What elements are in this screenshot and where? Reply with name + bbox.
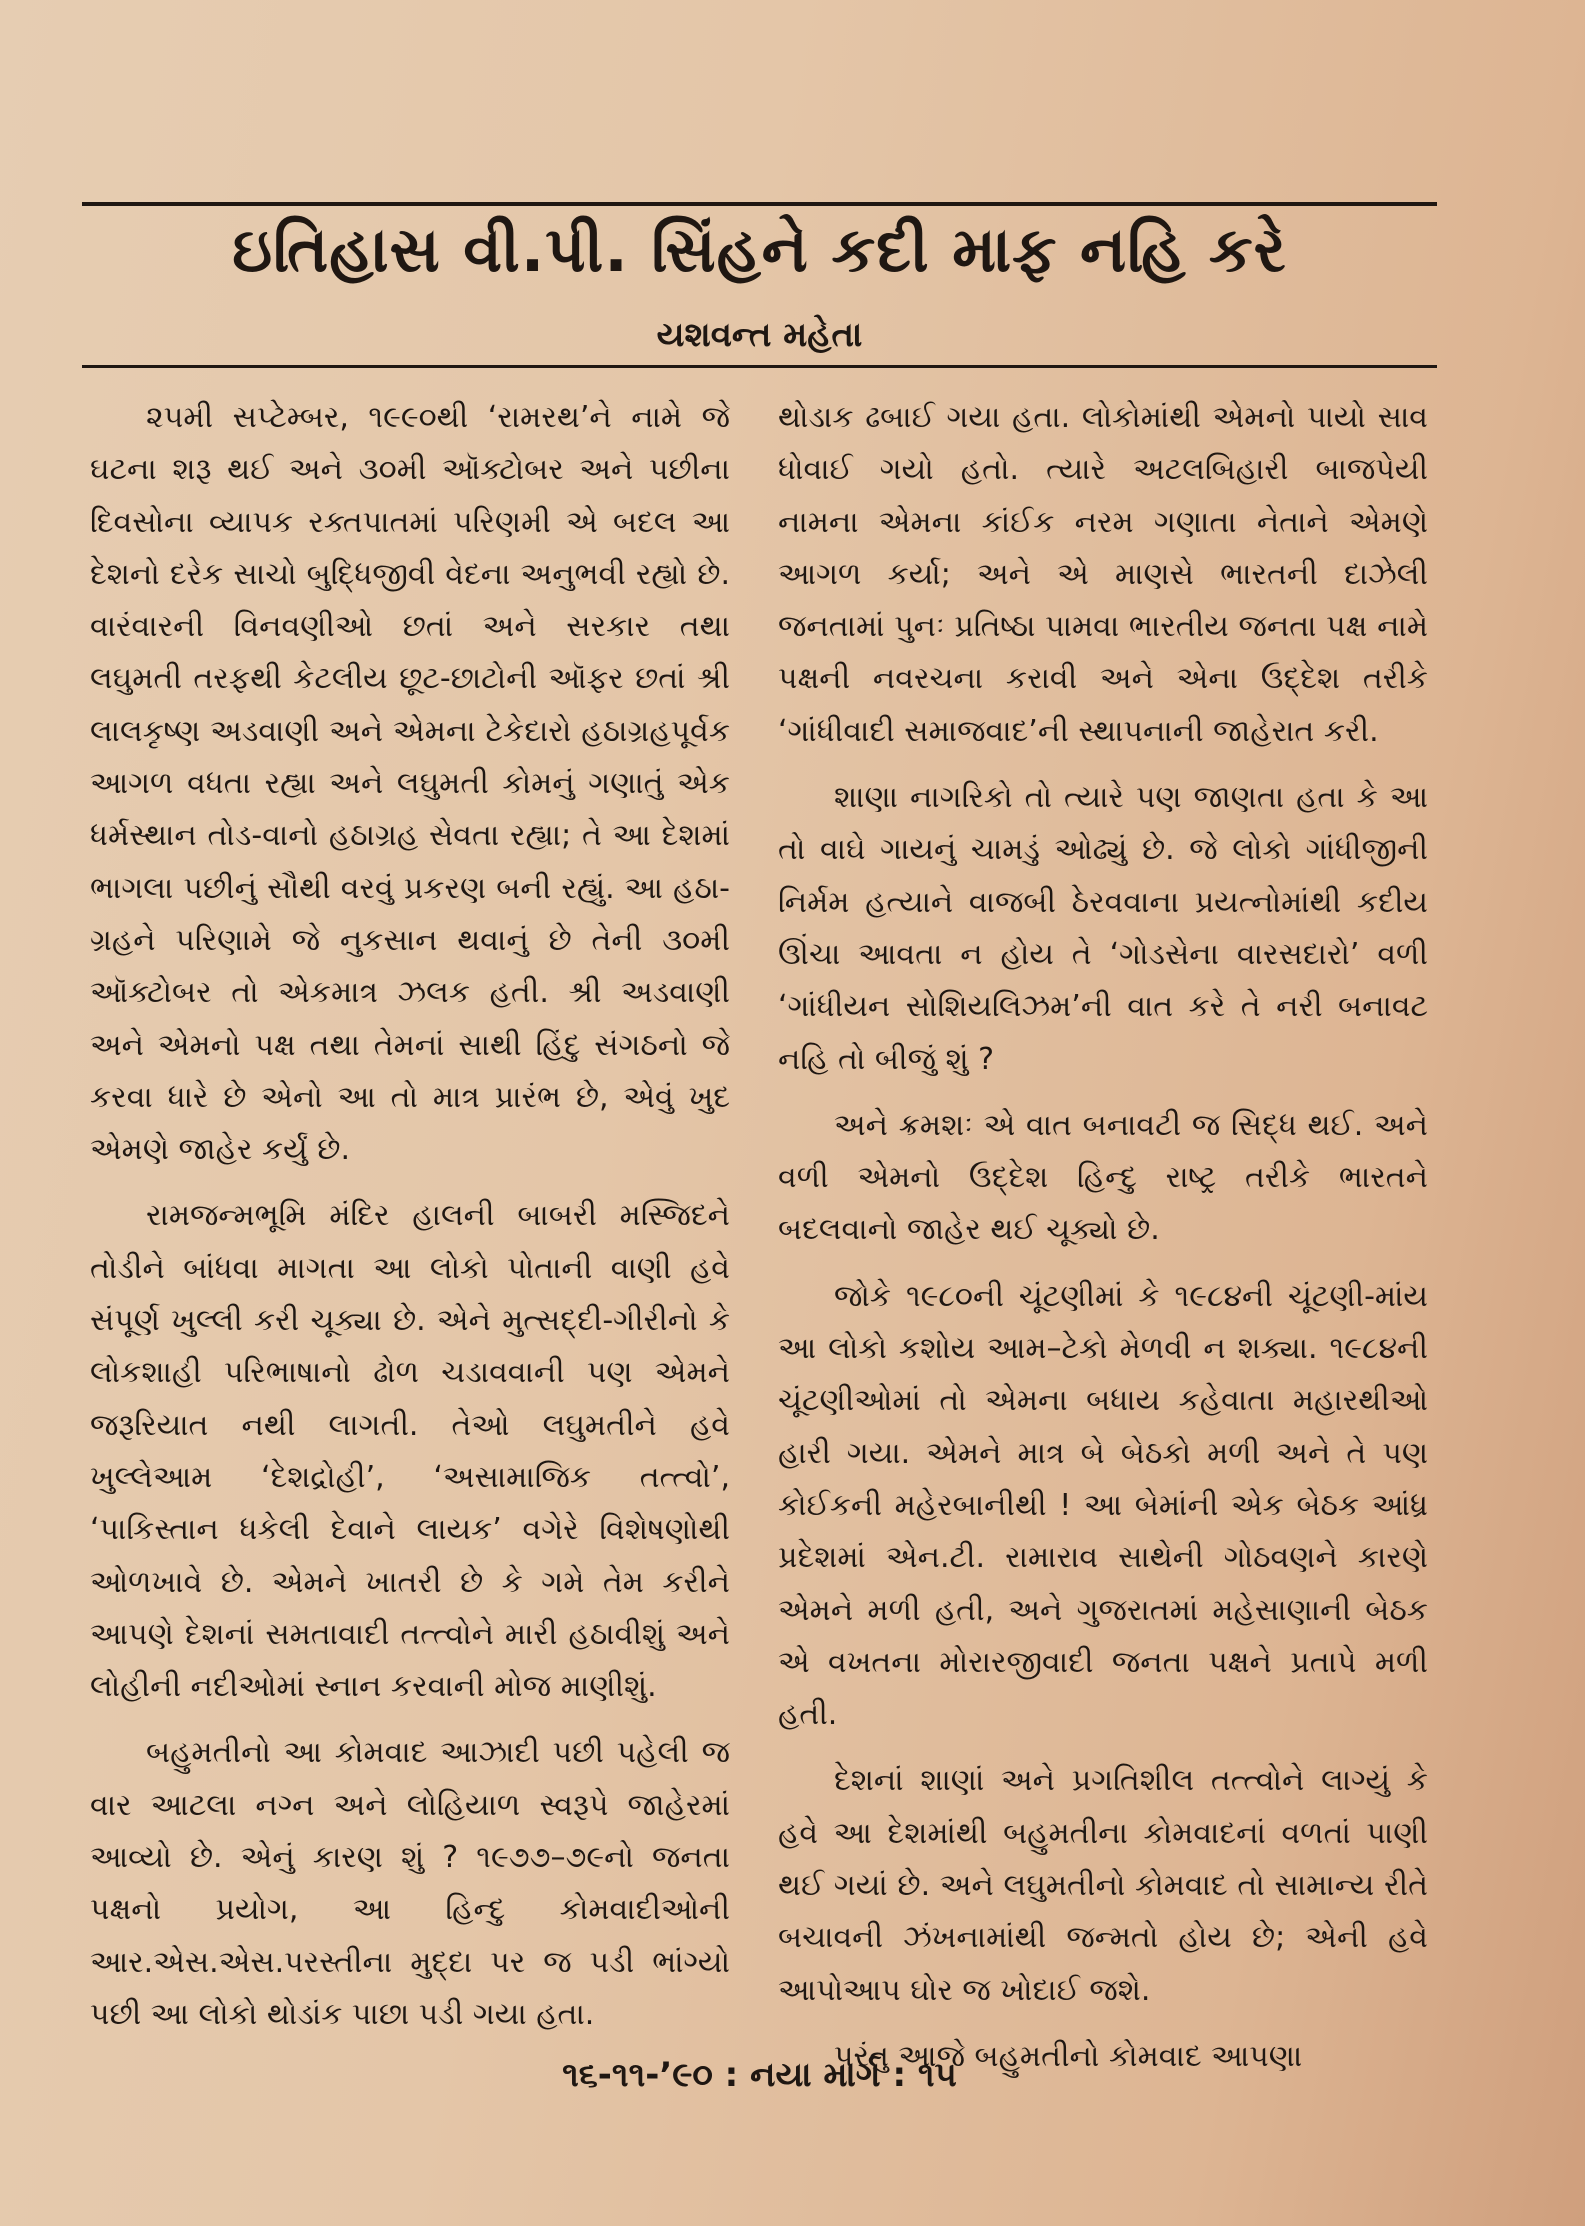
article-author: યશવન્ત મહેતા xyxy=(656,315,863,355)
paragraph: ૨૫મી સપ્ટેમ્બર, ૧૯૯૦થી ‘રામરથ’ને નામે જે ઘટના શરૂ થઈ અને ૩૦મી ઑક્ટોબર અને પછીના દિવસોના વ્યાપક રક્તપાતમાં પરિણમી એ બદલ આ દેશનો દરેક સાચો બુદ્ધિજીવી વેદના અનુભવી રહ્યો છે. વારંવારની વિનવણીઓ છતાં અને સરકાર તથા લઘુમતી તરફથી કેટલીય છૂટ-છાટોની ઑફર છતાં શ્રી લાલકૃષ્ણ અડવાણી અને એમના ટેકેદારો હઠાગ્રહપૂર્વક આગળ વધતા રહ્યા અને લઘુમતી કોમનું ગણાતું એક ધર્મસ્થાન તોડ-વાનો હઠાગ્રહ સેવતા રહ્યા; તે આ દેશમાં ભાગલા પછીનું સૌથી વરવું પ્રકરણ બની રહ્યું. આ હઠા-ગ્રહને પરિણામે જે નુકસાન થવાનું છે તેની ૩૦મી ઑક્ટોબર તો એકમાત્ર ઝલક હતી. શ્રી અડવાણી અને એમનો પક્ષ તથા તેમનાં સાથી હિંદુ સંગઠનો જે કરવા ધારે છે એનો આ તો માત્ર પ્રારંભ છે, એવું ખુદ એમણે જાહેર કર્યું છે. xyxy=(90,400,730,1168)
paragraph: જોકે ૧૯૮૦ની ચૂંટણીમાં કે ૧૯૮૪ની ચૂંટણી-માંય આ લોકો કશોય આમ–ટેકો મેળવી ન શક્યા. ૧૯૮૪ની ચૂંટણીઓમાં તો એમના બધાય કહેવાતા મહારથીઓ હારી ગયા. એમને માત્ર બે બેઠકો મળી અને તે પણ કોઈકની મહેરબાનીથી ! આ બેમાંની એક બેઠક આંધ્ર પ્રદેશમાં એન.ટી. રામારાવ સાથેની ગોઠવણને કારણે એમને મળી હતી, અને ગુજરાતમાં મહેસાણાની બેઠક એ વખતના મોરારજીવાદી જનતા પક્ષને પ્રતાપે મળી હતી. xyxy=(778,1278,1428,1733)
paragraph: પરંતુ આજે બહુમતીનો કોમવાદ આપણા xyxy=(834,2038,1303,2074)
paragraph: થોડાક ઢબાઈ ગયા હતા. લોકોમાંથી એમનો પાયો સાવ ધોવાઈ ગયો હતો. ત્યારે અટલબિહારી બાજપેયી નામના એમના કાંઈક નરમ ગણાતા નેતાને એમણે આગળ કર્યા; અને એ માણસે ભારતની દાઝેલી જનતામાં પુનઃ પ્રતિષ્ઠા પામવા ભારતીય જનતા પક્ષ નામે પક્ષની નવરચના કરાવી અને એના ઉદ્દેશ તરીકે ‘ગાંધીવાદી સમાજવાદ’ની સ્થાપનાની જાહેરાત કરી. xyxy=(778,400,1428,749)
paragraph: શાણા નાગરિકો તો ત્યારે પણ જાણતા હતા કે આ તો વાઘે ગાયનું ચામડું ઓઢ્યું છે. જે લોકો ગાંધીજીની નિર્મમ હત્યાને વાજબી ઠેરવવાના પ્રયત્નોમાંથી કદીય ઊંચા આવતા ન હોય તે ‘ગોડસેના વારસદારો’ વળી ‘ગાંધીયન સોશિયલિઝમ’ની વાત કરે તે નરી બનાવટ નહિ તો બીજું શું ? xyxy=(778,780,1428,1077)
article-title: ઇતિહાસ વી.પી. સિંહને કદી માફ નહિ કરે xyxy=(232,213,1287,286)
paragraph: બહુમતીનો આ કોમવાદ આઝાદી પછી પહેલી જ વાર આટલા નગ્ન અને લોહિયાળ સ્વરૂપે જાહેરમાં આવ્યો છે. એનું કારણ શું ? ૧૯૭૭–૭૯નો જનતા પક્ષનો પ્રયોગ, આ હિન્દુ કોમવાદીઓની આર.એસ.એસ.પરસ્તીના મુદ્દા પર જ પડી ભાંગ્યો પછી આ લોકો થોડાંક પાછા પડી ગયા હતા. xyxy=(90,1735,730,2032)
paragraph: દેશનાં શાણાં અને પ્રગતિશીલ તત્ત્વોને લાગ્યું કે હવે આ દેશમાંથી બહુમતીના કોમવાદનાં વળતાં પાણી થઈ ગયાં છે. અને લઘુમતીનો કોમવાદ તો સામાન્ય રીતે બચાવની ઝંખનામાંથી જન્મતો હોય છે; એની હવે આપોઆપ ઘોર જ ખોદાઈ જશે. xyxy=(778,1763,1428,2008)
header-bottom-rule xyxy=(82,365,1437,368)
paragraph: અને ક્રમશઃ એ વાત બનાવટી જ સિદ્ધ થઈ. અને વળી એમનો ઉદ્દેશ હિન્દુ રાષ્ટ્ર તરીકે ભારતને બદલવાનો જાહેર થઈ ચૂક્યો છે. xyxy=(778,1107,1428,1248)
right-column xyxy=(778,392,1428,2074)
left-column xyxy=(90,392,730,2032)
paragraph: રામજન્મભૂમિ મંદિર હાલની બાબરી મસ્જિદને તોડીને બાંધવા માગતા આ લોકો પોતાની વાણી હવે સંપૂર્ણ ખુલ્લી કરી ચૂક્યા છે. એને મુત્સદ્દી-ગીરીનો કે લોકશાહી પરિભાષાનો ઢોળ ચડાવવાની પણ એમને જરૂરિયાત નથી લાગતી. તેઓ લઘુમતીને હવે ખુલ્લેઆમ ‘દેશદ્રોહી’, ‘અસામાજિક તત્ત્વો’, ‘પાકિસ્તાન ધકેલી દેવાને લાયક’ વગેરે વિશેષણોથી ઓળખાવે છે. એમને ખાતરી છે કે ગમે તેમ કરીને આપણે દેશનાં સમતાવાદી તત્ત્વોને મારી હઠાવીશું અને લોહીની નદીઓમાં સ્નાન કરવાની મોજ માણીશું. xyxy=(90,1198,730,1705)
page-footer: ૧૬-૧૧-’૯૦ : નયા માર્ગ : ૧૫ xyxy=(562,2055,957,2095)
